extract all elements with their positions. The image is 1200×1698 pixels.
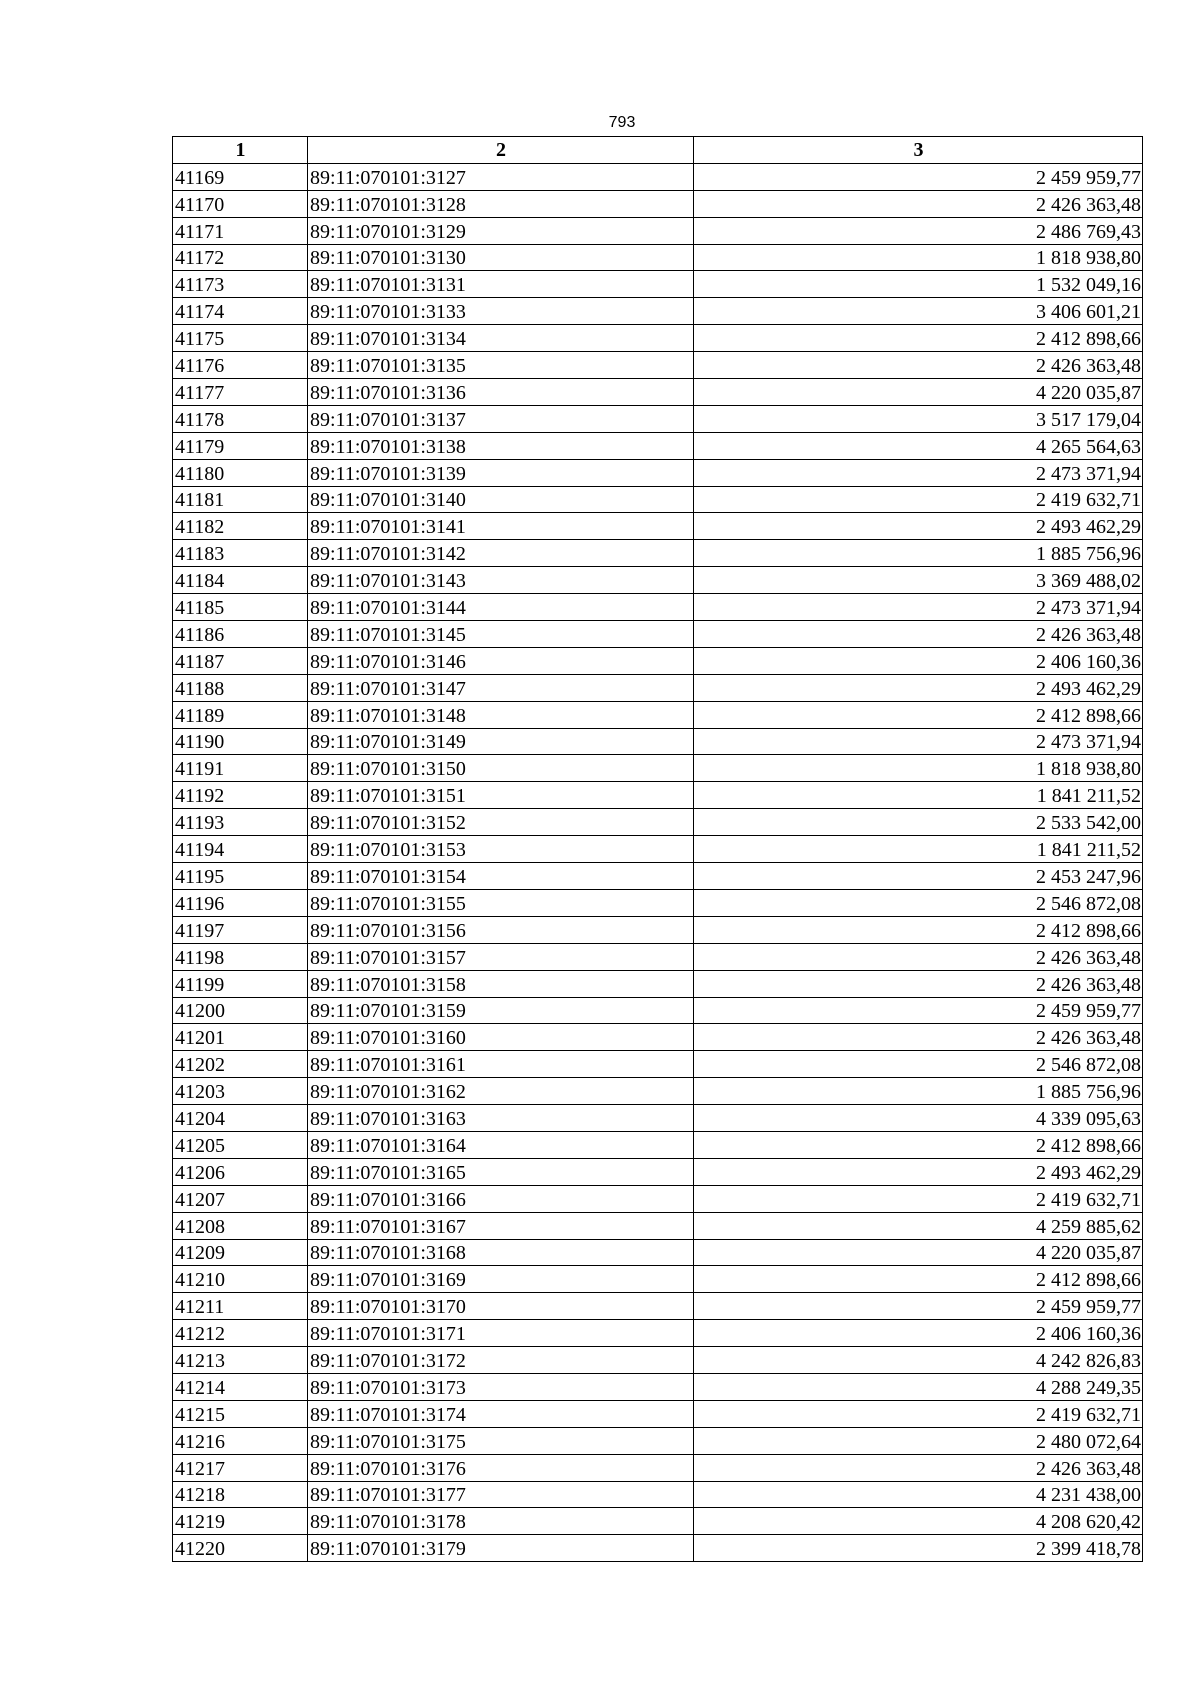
cadastral-number-cell: 89:11:070101:3127 <box>308 163 694 190</box>
cadastral-number-cell: 89:11:070101:3159 <box>308 997 694 1024</box>
cadastral-number-cell: 89:11:070101:3172 <box>308 1347 694 1374</box>
cadastral-value-cell: 2 426 363,48 <box>694 352 1143 379</box>
row-number-cell: 41216 <box>173 1427 308 1454</box>
row-number-cell: 41220 <box>173 1535 308 1562</box>
cadastral-value-cell: 2 533 542,00 <box>694 809 1143 836</box>
row-number-cell: 41201 <box>173 1024 308 1051</box>
cadastral-value-cell: 2 419 632,71 <box>694 1400 1143 1427</box>
row-number-cell: 41179 <box>173 432 308 459</box>
cadastral-value-cell: 2 459 959,77 <box>694 1293 1143 1320</box>
row-number-cell: 41207 <box>173 1185 308 1212</box>
cadastral-number-cell: 89:11:070101:3168 <box>308 1239 694 1266</box>
cadastral-number-cell: 89:11:070101:3131 <box>308 271 694 298</box>
table-row <box>173 1185 1143 1212</box>
cadastral-number-cell: 89:11:070101:3144 <box>308 594 694 621</box>
row-number-cell: 41195 <box>173 863 308 890</box>
header-column-1: 1 <box>173 137 308 164</box>
row-number-cell: 41214 <box>173 1373 308 1400</box>
table-row <box>173 1293 1143 1320</box>
cadastral-number-cell: 89:11:070101:3154 <box>308 863 694 890</box>
cadastral-value-cell: 2 426 363,48 <box>694 621 1143 648</box>
table-row <box>173 647 1143 674</box>
cadastral-value-cell: 1 841 211,52 <box>694 836 1143 863</box>
table-row <box>173 836 1143 863</box>
cadastral-value-cell: 2 473 371,94 <box>694 728 1143 755</box>
row-number-cell: 41189 <box>173 701 308 728</box>
cadastral-number-cell: 89:11:070101:3135 <box>308 352 694 379</box>
cadastral-number-cell: 89:11:070101:3177 <box>308 1481 694 1508</box>
cadastral-value-cell: 2 419 632,71 <box>694 486 1143 513</box>
table-row <box>173 163 1143 190</box>
cadastral-number-cell: 89:11:070101:3157 <box>308 943 694 970</box>
row-number-cell: 41206 <box>173 1158 308 1185</box>
cadastral-number-cell: 89:11:070101:3141 <box>308 513 694 540</box>
cadastral-number-cell: 89:11:070101:3133 <box>308 298 694 325</box>
row-number-cell: 41174 <box>173 298 308 325</box>
table-row <box>173 352 1143 379</box>
cadastral-number-cell: 89:11:070101:3128 <box>308 190 694 217</box>
row-number-cell: 41185 <box>173 594 308 621</box>
cadastral-number-cell: 89:11:070101:3175 <box>308 1427 694 1454</box>
cadastral-value-cell: 1 841 211,52 <box>694 782 1143 809</box>
table-row <box>173 970 1143 997</box>
cadastral-number-cell: 89:11:070101:3137 <box>308 405 694 432</box>
table-row <box>173 728 1143 755</box>
cadastral-number-cell: 89:11:070101:3167 <box>308 1212 694 1239</box>
cadastral-value-cell: 2 419 632,71 <box>694 1185 1143 1212</box>
cadastral-value-cell: 1 532 049,16 <box>694 271 1143 298</box>
table-row <box>173 782 1143 809</box>
cadastral-value-cell: 2 426 363,48 <box>694 970 1143 997</box>
cadastral-number-cell: 89:11:070101:3158 <box>308 970 694 997</box>
cadastral-value-cell: 1 818 938,80 <box>694 755 1143 782</box>
cadastral-number-cell: 89:11:070101:3134 <box>308 325 694 352</box>
row-number-cell: 41192 <box>173 782 308 809</box>
row-number-cell: 41178 <box>173 405 308 432</box>
cadastral-value-cell: 2 546 872,08 <box>694 1051 1143 1078</box>
cadastral-number-cell: 89:11:070101:3152 <box>308 809 694 836</box>
table-row <box>173 379 1143 406</box>
cadastral-number-cell: 89:11:070101:3150 <box>308 755 694 782</box>
table-row <box>173 1347 1143 1374</box>
header-column-3: 3 <box>694 137 1143 164</box>
row-number-cell: 41211 <box>173 1293 308 1320</box>
cadastral-number-cell: 89:11:070101:3136 <box>308 379 694 406</box>
row-number-cell: 41191 <box>173 755 308 782</box>
table-row <box>173 1373 1143 1400</box>
table-row <box>173 1427 1143 1454</box>
cadastral-number-cell: 89:11:070101:3163 <box>308 1105 694 1132</box>
cadastral-value-cell: 2 546 872,08 <box>694 889 1143 916</box>
cadastral-number-cell: 89:11:070101:3148 <box>308 701 694 728</box>
cadastral-number-cell: 89:11:070101:3162 <box>308 1078 694 1105</box>
cadastral-value-cell: 2 412 898,66 <box>694 325 1143 352</box>
row-number-cell: 41193 <box>173 809 308 836</box>
row-number-cell: 41176 <box>173 352 308 379</box>
cadastral-value-cell: 3 406 601,21 <box>694 298 1143 325</box>
row-number-cell: 41217 <box>173 1454 308 1481</box>
cadastral-value-cell: 2 493 462,29 <box>694 1158 1143 1185</box>
table-row <box>173 1105 1143 1132</box>
row-number-cell: 41202 <box>173 1051 308 1078</box>
table-row <box>173 1158 1143 1185</box>
row-number-cell: 41208 <box>173 1212 308 1239</box>
row-number-cell: 41218 <box>173 1481 308 1508</box>
row-number-cell: 41196 <box>173 889 308 916</box>
cadastral-value-cell: 2 453 247,96 <box>694 863 1143 890</box>
cadastral-value-cell: 2 493 462,29 <box>694 513 1143 540</box>
row-number-cell: 41180 <box>173 459 308 486</box>
cadastral-number-cell: 89:11:070101:3145 <box>308 621 694 648</box>
header-column-2: 2 <box>308 137 694 164</box>
table-row <box>173 1508 1143 1535</box>
cadastral-value-cell: 2 493 462,29 <box>694 674 1143 701</box>
table-row <box>173 621 1143 648</box>
row-number-cell: 41219 <box>173 1508 308 1535</box>
cadastral-number-cell: 89:11:070101:3161 <box>308 1051 694 1078</box>
row-number-cell: 41183 <box>173 540 308 567</box>
table-row <box>173 1481 1143 1508</box>
row-number-cell: 41181 <box>173 486 308 513</box>
cadastral-number-cell: 89:11:070101:3160 <box>308 1024 694 1051</box>
cadastral-value-cell: 2 426 363,48 <box>694 1024 1143 1051</box>
cadastral-number-cell: 89:11:070101:3139 <box>308 459 694 486</box>
row-number-cell: 41184 <box>173 567 308 594</box>
table-row <box>173 1239 1143 1266</box>
table-row <box>173 567 1143 594</box>
cadastral-number-cell: 89:11:070101:3149 <box>308 728 694 755</box>
row-number-cell: 41190 <box>173 728 308 755</box>
cadastral-number-cell: 89:11:070101:3173 <box>308 1373 694 1400</box>
cadastral-value-cell: 4 288 249,35 <box>694 1373 1143 1400</box>
cadastral-value-cell: 2 426 363,48 <box>694 943 1143 970</box>
row-number-cell: 41172 <box>173 244 308 271</box>
table-row <box>173 244 1143 271</box>
page-number: 793 <box>608 114 636 131</box>
cadastral-number-cell: 89:11:070101:3169 <box>308 1266 694 1293</box>
cadastral-number-cell: 89:11:070101:3166 <box>308 1185 694 1212</box>
table-row <box>173 1400 1143 1427</box>
table-row <box>173 809 1143 836</box>
table-row <box>173 217 1143 244</box>
row-number-cell: 41199 <box>173 970 308 997</box>
cadastral-value-cell: 2 426 363,48 <box>694 1454 1143 1481</box>
cadastral-value-cell: 4 208 620,42 <box>694 1508 1143 1535</box>
cadastral-value-cell: 2 459 959,77 <box>694 163 1143 190</box>
cadastral-value-cell: 3 369 488,02 <box>694 567 1143 594</box>
table-row <box>173 755 1143 782</box>
row-number-cell: 41169 <box>173 163 308 190</box>
row-number-cell: 41212 <box>173 1320 308 1347</box>
cadastral-number-cell: 89:11:070101:3165 <box>308 1158 694 1185</box>
table-row <box>173 1266 1143 1293</box>
row-number-cell: 41170 <box>173 190 308 217</box>
row-number-cell: 41209 <box>173 1239 308 1266</box>
cadastral-number-cell: 89:11:070101:3151 <box>308 782 694 809</box>
table-row <box>173 1454 1143 1481</box>
cadastral-value-cell: 4 220 035,87 <box>694 1239 1143 1266</box>
cadastral-number-cell: 89:11:070101:3178 <box>308 1508 694 1535</box>
row-number-cell: 41171 <box>173 217 308 244</box>
cadastral-number-cell: 89:11:070101:3171 <box>308 1320 694 1347</box>
row-number-cell: 41173 <box>173 271 308 298</box>
cadastral-value-cell: 2 412 898,66 <box>694 1131 1143 1158</box>
cadastral-value-cell: 2 486 769,43 <box>694 217 1143 244</box>
cadastral-value-cell: 1 885 756,96 <box>694 540 1143 567</box>
table-row <box>173 540 1143 567</box>
cadastral-value-cell: 2 426 363,48 <box>694 190 1143 217</box>
table-row <box>173 513 1143 540</box>
table-row <box>173 916 1143 943</box>
row-number-cell: 41204 <box>173 1105 308 1132</box>
cadastral-value-cell: 2 473 371,94 <box>694 594 1143 621</box>
table-row <box>173 701 1143 728</box>
table-row <box>173 889 1143 916</box>
cadastral-value-cell: 4 231 438,00 <box>694 1481 1143 1508</box>
table-row <box>173 1320 1143 1347</box>
table-row <box>173 943 1143 970</box>
table-header-row <box>173 137 1143 164</box>
cadastral-value-cell: 4 220 035,87 <box>694 379 1143 406</box>
row-number-cell: 41197 <box>173 916 308 943</box>
row-number-cell: 41187 <box>173 647 308 674</box>
cadastral-value-cell: 2 412 898,66 <box>694 1266 1143 1293</box>
table-row <box>173 1051 1143 1078</box>
cadastral-value-table <box>172 136 1143 1562</box>
cadastral-value-cell: 1 885 756,96 <box>694 1078 1143 1105</box>
row-number-cell: 41177 <box>173 379 308 406</box>
cadastral-number-cell: 89:11:070101:3142 <box>308 540 694 567</box>
cadastral-value-cell: 1 818 938,80 <box>694 244 1143 271</box>
table-row <box>173 486 1143 513</box>
row-number-cell: 41203 <box>173 1078 308 1105</box>
row-number-cell: 41200 <box>173 997 308 1024</box>
row-number-cell: 41205 <box>173 1131 308 1158</box>
cadastral-number-cell: 89:11:070101:3138 <box>308 432 694 459</box>
cadastral-number-cell: 89:11:070101:3156 <box>308 916 694 943</box>
row-number-cell: 41215 <box>173 1400 308 1427</box>
table-row <box>173 1078 1143 1105</box>
table-row <box>173 863 1143 890</box>
cadastral-value-cell: 2 473 371,94 <box>694 459 1143 486</box>
row-number-cell: 41213 <box>173 1347 308 1374</box>
cadastral-value-cell: 2 412 898,66 <box>694 916 1143 943</box>
row-number-cell: 41194 <box>173 836 308 863</box>
table-row <box>173 298 1143 325</box>
row-number-cell: 41198 <box>173 943 308 970</box>
cadastral-number-cell: 89:11:070101:3153 <box>308 836 694 863</box>
cadastral-value-cell: 3 517 179,04 <box>694 405 1143 432</box>
cadastral-number-cell: 89:11:070101:3170 <box>308 1293 694 1320</box>
cadastral-number-cell: 89:11:070101:3176 <box>308 1454 694 1481</box>
cadastral-number-cell: 89:11:070101:3140 <box>308 486 694 513</box>
table-row <box>173 1024 1143 1051</box>
table-row <box>173 1535 1143 1562</box>
row-number-cell: 41182 <box>173 513 308 540</box>
row-number-cell: 41210 <box>173 1266 308 1293</box>
cadastral-value-cell: 2 399 418,78 <box>694 1535 1143 1562</box>
table-row <box>173 405 1143 432</box>
cadastral-value-cell: 2 412 898,66 <box>694 701 1143 728</box>
table-row <box>173 459 1143 486</box>
row-number-cell: 41188 <box>173 674 308 701</box>
cadastral-value-cell: 4 339 095,63 <box>694 1105 1143 1132</box>
cadastral-number-cell: 89:11:070101:3155 <box>308 889 694 916</box>
table-row <box>173 1212 1143 1239</box>
cadastral-value-cell: 2 406 160,36 <box>694 647 1143 674</box>
table-row <box>173 271 1143 298</box>
table-body <box>173 163 1143 1561</box>
table-row <box>173 594 1143 621</box>
table-row <box>173 997 1143 1024</box>
cadastral-value-cell: 2 480 072,64 <box>694 1427 1143 1454</box>
cadastral-number-cell: 89:11:070101:3147 <box>308 674 694 701</box>
table-row <box>173 325 1143 352</box>
cadastral-value-cell: 2 459 959,77 <box>694 997 1143 1024</box>
cadastral-value-cell: 4 242 826,83 <box>694 1347 1143 1374</box>
cadastral-number-cell: 89:11:070101:3129 <box>308 217 694 244</box>
cadastral-value-cell: 4 259 885,62 <box>694 1212 1143 1239</box>
cadastral-number-cell: 89:11:070101:3164 <box>308 1131 694 1158</box>
table-row <box>173 432 1143 459</box>
cadastral-number-cell: 89:11:070101:3179 <box>308 1535 694 1562</box>
cadastral-value-cell: 4 265 564,63 <box>694 432 1143 459</box>
cadastral-number-cell: 89:11:070101:3174 <box>308 1400 694 1427</box>
cadastral-number-cell: 89:11:070101:3146 <box>308 647 694 674</box>
cadastral-number-cell: 89:11:070101:3143 <box>308 567 694 594</box>
table-row <box>173 1131 1143 1158</box>
row-number-cell: 41186 <box>173 621 308 648</box>
cadastral-number-cell: 89:11:070101:3130 <box>308 244 694 271</box>
table-row <box>173 674 1143 701</box>
row-number-cell: 41175 <box>173 325 308 352</box>
cadastral-value-cell: 2 406 160,36 <box>694 1320 1143 1347</box>
table-row <box>173 190 1143 217</box>
